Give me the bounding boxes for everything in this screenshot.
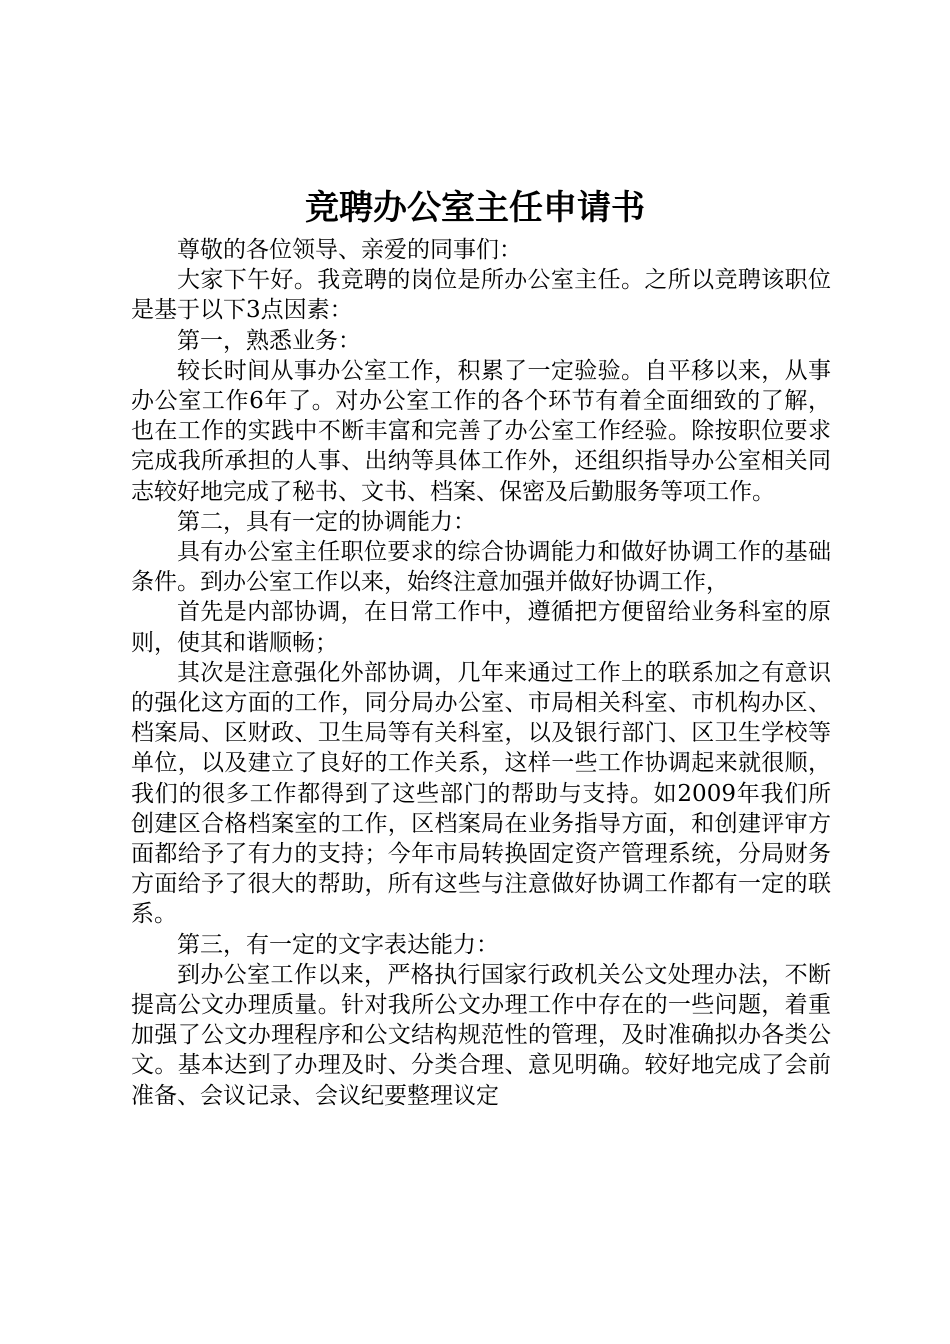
body-paragraph: 具有办公室主任职位要求的综合协调能力和做好协调工作的基础条件。到办公室工作以来，始终注意加强并做好协调工作， xyxy=(131,539,831,596)
document-body xyxy=(131,235,831,1111)
salutation-paragraph: 尊敬的各位领导、亲爱的同事们： xyxy=(177,237,522,263)
body-paragraph: 到办公室工作以来，严格执行国家行政机关公文处理办法，不断提高公文办理质量。针对我所公文办理工作中存在的一些问题，着重加强了公文办理程序和公文结构规范性的管理，及时准确拟办各类公文。基本达到了办理及时、分类合理、意见明确。较好地完成了会前准备、会议记录、会议纪要整理议定 xyxy=(131,961,831,1109)
intro-paragraph: 大家下午好。我竞聘的岗位是所办公室主任。之所以竞聘该职位是基于以下3点因素： xyxy=(131,267,831,324)
section-heading-2: 第二，具有一定的协调能力： xyxy=(177,508,476,535)
body-paragraph: 较长时间从事办公室工作，积累了一定验验。自平移以来，从事办公室工作6年了。对办公室工作的各个环节有着全面细致的了解，也在工作的实践中不断丰富和完善了办公室工作经验。除按职位要求完成我所承担的人事、出纳等具体工作外，还组织指导办公室相关同志较好地完成了秘书、文书、档案、保密及后勤服务等项工作。 xyxy=(131,357,831,505)
section-heading-1: 第一，熟悉业务： xyxy=(177,327,361,354)
document-title: 竞聘办公室主任申请书 xyxy=(305,188,645,228)
section-heading-3: 第三，有一定的文字表达能力： xyxy=(177,931,499,958)
body-paragraph: 首先是内部协调，在日常工作中，遵循把方便留给业务科室的原则，使其和谐顺畅； xyxy=(131,599,831,656)
body-paragraph: 其次是注意强化外部协调，几年来通过工作上的联系加之有意识的强化这方面的工作，同分局办公室、市局相关科室、市机构办区、档案局、区财政、卫生局等有关科室，以及银行部门、区卫生学校等单位，以及建立了良好的工作关系，这样一些工作协调起来就很顺，我们的很多工作都得到了这些部门的帮助与支持。如2009年我们所创建区合格档案室的工作，区档案局在业务指导方面，和创建评审方面都给予了有力的支持；今年市局转换固定资产管理系统，分局财务方面给予了很大的帮助，所有这些与注意做好协调工作都有一定的联系。 xyxy=(131,659,831,928)
